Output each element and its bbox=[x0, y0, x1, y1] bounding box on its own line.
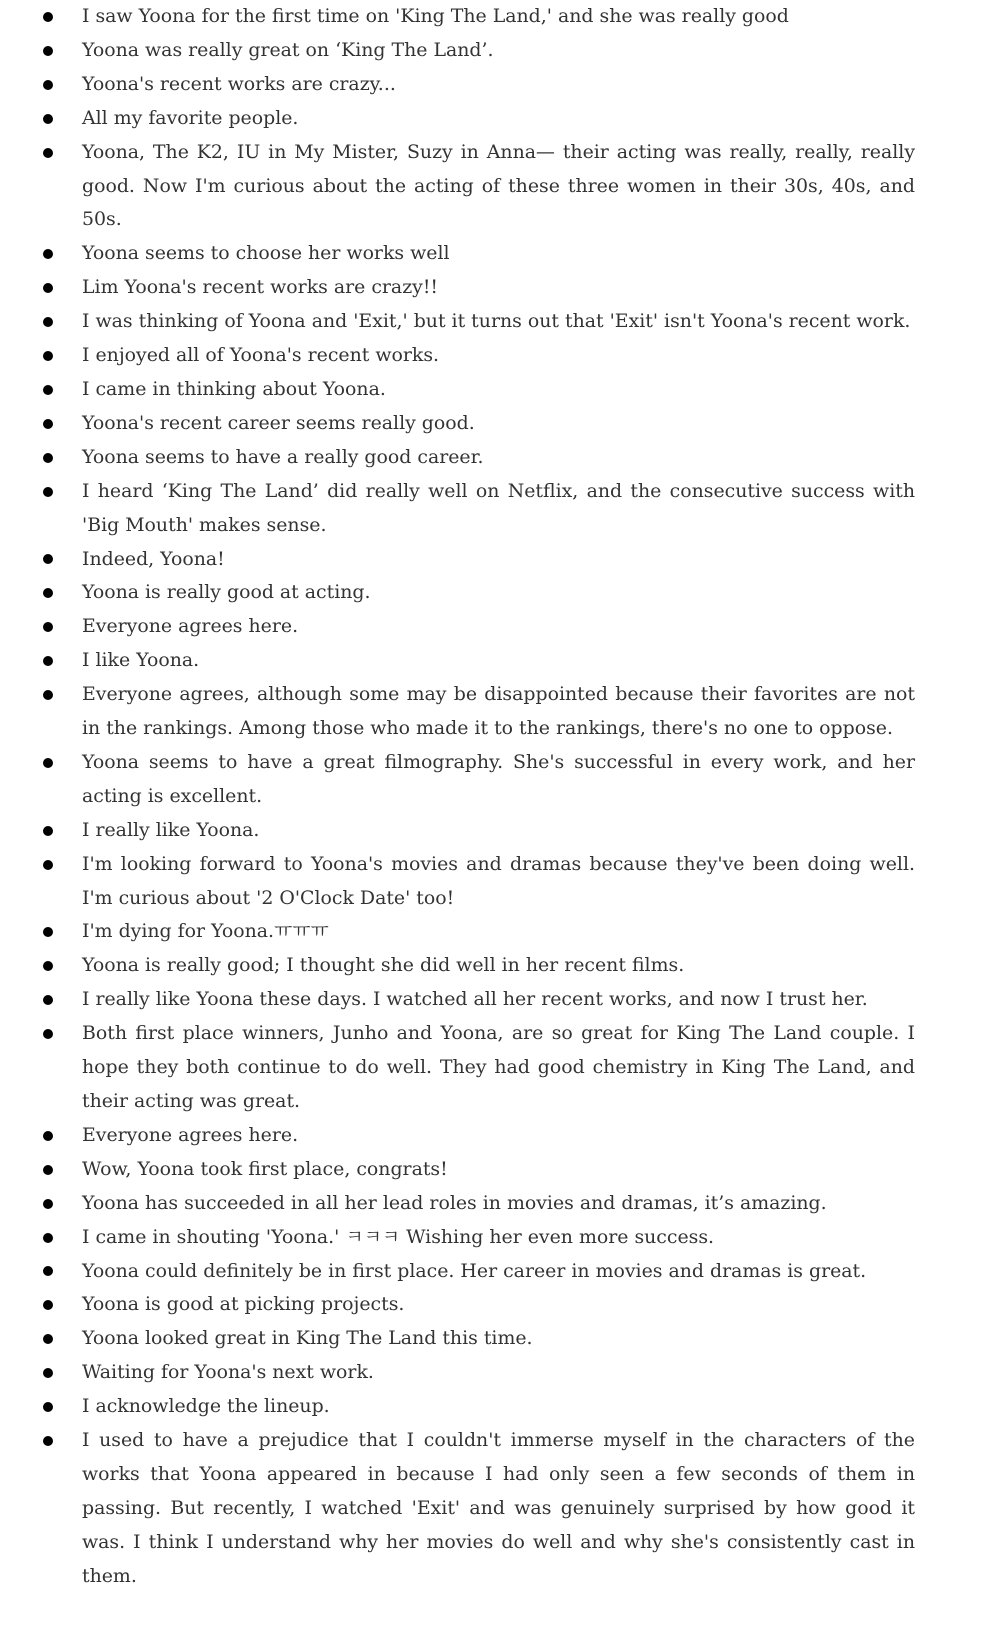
bullet-icon bbox=[43, 1300, 53, 1310]
bullet-icon bbox=[43, 758, 53, 768]
comment-text: Yoona is really good; I thought she did well in her recent films. bbox=[82, 954, 685, 977]
bullet-icon bbox=[43, 1436, 53, 1446]
list-item bbox=[0, 814, 1000, 848]
comment-text: I'm looking forward to Yoona's movies and dramas because they've been doing well. I'm curious about '2 O'Clock Date' too! bbox=[82, 852, 915, 909]
bullet-icon bbox=[43, 385, 53, 395]
list-item bbox=[0, 1390, 1000, 1424]
comment-text: Everyone agrees, although some may be disappointed because their favorites are not in the rankings. Among those who made it to the rankings, there's no one to oppose. bbox=[82, 683, 915, 740]
comment-text: Everyone agrees here. bbox=[82, 1123, 299, 1146]
bullet-icon bbox=[43, 1266, 53, 1276]
bullet-icon bbox=[43, 927, 53, 937]
comment-text: I really like Yoona these days. I watched all her recent works, and now I trust her. bbox=[82, 988, 868, 1011]
bullet-icon bbox=[43, 317, 53, 327]
list-item bbox=[0, 1288, 1000, 1322]
bullet-icon bbox=[43, 554, 53, 564]
bullet-icon bbox=[43, 148, 53, 158]
bullet-icon bbox=[43, 656, 53, 666]
comment-text: I like Yoona. bbox=[82, 649, 200, 672]
list-item bbox=[0, 1187, 1000, 1221]
comment-text: Yoona has succeeded in all her lead roles in movies and dramas, it’s amazing. bbox=[82, 1191, 827, 1214]
comment-text: Yoona's recent works are crazy... bbox=[82, 72, 396, 95]
bullet-icon bbox=[43, 1233, 53, 1243]
list-item bbox=[0, 339, 1000, 373]
bullet-icon bbox=[43, 1368, 53, 1378]
bullet-icon bbox=[43, 1402, 53, 1412]
list-item bbox=[0, 1424, 1000, 1594]
list-item bbox=[0, 543, 1000, 577]
bullet-icon bbox=[43, 1131, 53, 1141]
comment-text: All my favorite people. bbox=[82, 106, 299, 129]
bullet-icon bbox=[43, 826, 53, 836]
comment-text: Both first place winners, Junho and Yoona, are so great for King The Land couple. I hope they both continue to do well. They had good chemistry in King The Land, and their acting was great. bbox=[82, 1022, 915, 1112]
bullet-icon bbox=[43, 961, 53, 971]
comment-text: Lim Yoona's recent works are crazy!! bbox=[82, 276, 439, 299]
comment-text: I'm dying for Yoona.ㅠㅠㅠ bbox=[82, 920, 329, 943]
list-item bbox=[0, 271, 1000, 305]
comment-text: Everyone agrees here. bbox=[82, 615, 299, 638]
comment-text: Yoona's recent career seems really good. bbox=[82, 411, 475, 434]
list-item bbox=[0, 644, 1000, 678]
bullet-icon bbox=[43, 995, 53, 1005]
bullet-icon bbox=[43, 1334, 53, 1344]
bullet-icon bbox=[43, 46, 53, 56]
list-item bbox=[0, 68, 1000, 102]
bullet-icon bbox=[43, 622, 53, 632]
comment-text: Yoona seems to choose her works well bbox=[82, 242, 450, 265]
bullet-icon bbox=[43, 12, 53, 22]
list-item bbox=[0, 1153, 1000, 1187]
comment-text: Yoona looked great in King The Land this time. bbox=[82, 1327, 533, 1350]
list-item bbox=[0, 949, 1000, 983]
list-item bbox=[0, 610, 1000, 644]
comment-text: Yoona was really great on ‘King The Land’. bbox=[82, 38, 494, 61]
list-item bbox=[0, 1356, 1000, 1390]
list-item bbox=[0, 1017, 1000, 1119]
bullet-icon bbox=[43, 690, 53, 700]
comment-text: I heard ‘King The Land’ did really well on Netflix, and the consecutive success with 'Big Mouth' makes sense. bbox=[82, 479, 915, 536]
list-item bbox=[0, 983, 1000, 1017]
bullet-icon bbox=[43, 860, 53, 870]
bullet-icon bbox=[43, 80, 53, 90]
comment-text: Yoona could definitely be in first place. Her career in movies and dramas is great. bbox=[82, 1259, 867, 1282]
bullet-icon bbox=[43, 283, 53, 293]
list-item bbox=[0, 0, 1000, 34]
comment-text: I used to have a prejudice that I couldn't immerse myself in the characters of the works that Yoona appeared in because I had only seen a few seconds of them in passing. But recently, I watched 'Exit' and was genuinely surprised by how good it was. I think I understand why her movies do well and why she's consistently cast in them. bbox=[82, 1429, 915, 1587]
comment-text: I acknowledge the lineup. bbox=[82, 1395, 330, 1418]
comment-text: Yoona, The K2, IU in My Mister, Suzy in Anna— their acting was really, really, really good. Now I'm curious about the acting of these three women in their 30s, 40s, and 50s. bbox=[82, 140, 915, 231]
bullet-icon bbox=[43, 114, 53, 124]
comment-text: I was thinking of Yoona and 'Exit,' but it turns out that 'Exit' isn't Yoona's recent work. bbox=[82, 310, 911, 333]
list-item bbox=[0, 407, 1000, 441]
list-item bbox=[0, 373, 1000, 407]
list-item bbox=[0, 1221, 1000, 1255]
bullet-icon bbox=[43, 487, 53, 497]
comment-text: I enjoyed all of Yoona's recent works. bbox=[82, 344, 440, 367]
comment-text: I came in thinking about Yoona. bbox=[82, 377, 386, 400]
list-item bbox=[0, 678, 1000, 746]
comment-text: Yoona seems to have a really good career. bbox=[82, 445, 484, 468]
list-item bbox=[0, 305, 1000, 339]
list-item bbox=[0, 1119, 1000, 1153]
bullet-icon bbox=[43, 351, 53, 361]
list-item bbox=[0, 441, 1000, 475]
list-item bbox=[0, 848, 1000, 916]
list-item bbox=[0, 746, 1000, 814]
list-item bbox=[0, 475, 1000, 543]
comment-text: I really like Yoona. bbox=[82, 818, 260, 841]
comment-text: I saw Yoona for the first time on 'King The Land,' and she was really good bbox=[82, 5, 789, 27]
list-item bbox=[0, 1322, 1000, 1356]
comment-text: Indeed, Yoona! bbox=[82, 547, 225, 570]
comment-text: Waiting for Yoona's next work. bbox=[82, 1361, 374, 1384]
list-item bbox=[0, 136, 1000, 238]
list-item bbox=[0, 102, 1000, 136]
bullet-icon bbox=[43, 419, 53, 429]
list-item bbox=[0, 1255, 1000, 1289]
bullet-icon bbox=[43, 1029, 53, 1039]
comment-text: Yoona seems to have a great filmography. She's successful in every work, and her acting is excellent. bbox=[82, 750, 915, 807]
comment-text: I came in shouting 'Yoona.' ㅋㅋㅋ Wishing her even more success. bbox=[82, 1225, 715, 1248]
bullet-icon bbox=[43, 1199, 53, 1209]
bullet-icon bbox=[43, 588, 53, 598]
comment-text: Yoona is good at picking projects. bbox=[82, 1293, 405, 1316]
comment-text: Wow, Yoona took first place, congrats! bbox=[82, 1157, 448, 1180]
list-item bbox=[0, 576, 1000, 610]
list-item bbox=[0, 34, 1000, 68]
list-item bbox=[0, 915, 1000, 949]
list-item bbox=[0, 237, 1000, 271]
bullet-icon bbox=[43, 249, 53, 259]
bullet-icon bbox=[43, 1165, 53, 1175]
bullet-icon bbox=[43, 453, 53, 463]
comment-text: Yoona is really good at acting. bbox=[82, 581, 371, 604]
